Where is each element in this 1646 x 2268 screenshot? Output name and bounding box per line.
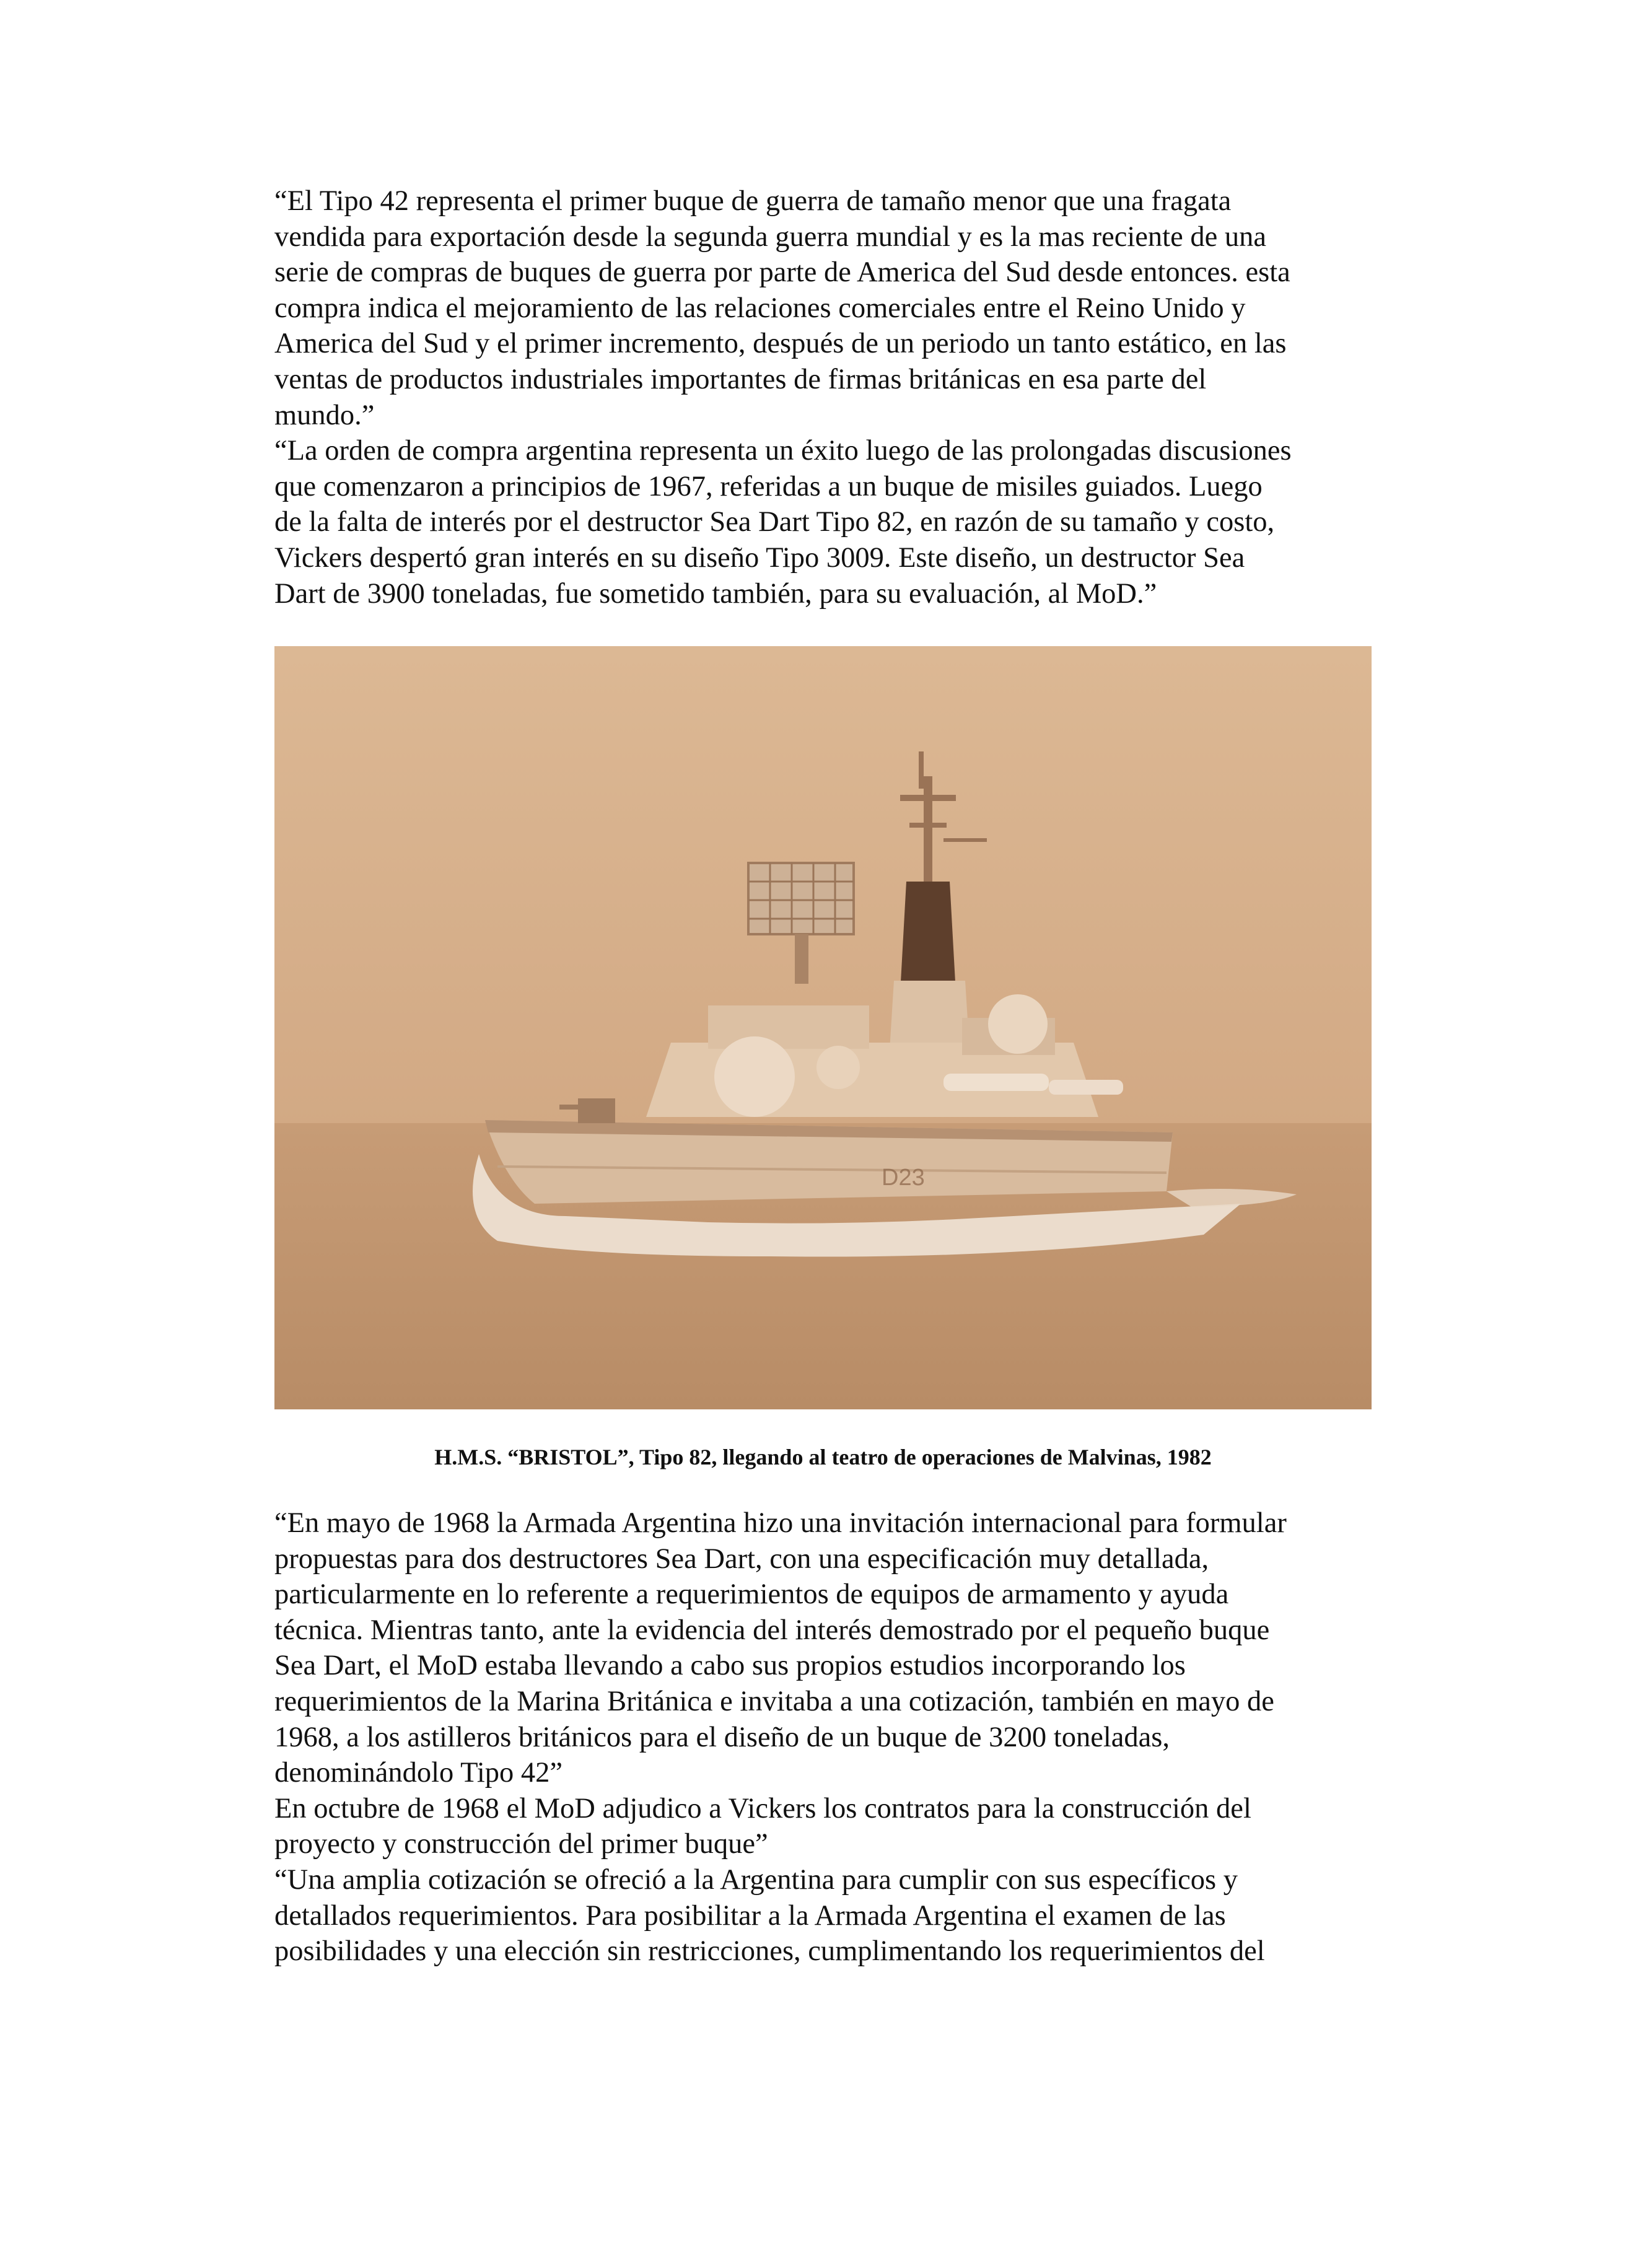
ship-illustration	[274, 646, 1372, 1409]
text-line: propuestas para dos destructores Sea Dart, con una especificación muy detallada,	[274, 1543, 1209, 1575]
text-line: “En mayo de 1968 la Armada Argentina hizo una invitación internacional para formular	[274, 1507, 1287, 1539]
text-line: serie de compras de buques de guerra por parte de America del Sud desde entonces. esta	[274, 256, 1290, 289]
body-text-top	[274, 183, 1390, 611]
text-line: mundo.”	[274, 399, 375, 431]
text-line: ventas de productos industriales importantes de firmas británicas en esa parte del	[274, 363, 1207, 395]
text-line: Vickers despertó gran interés en su diseño Tipo 3009. Este diseño, un destructor Sea	[274, 541, 1245, 574]
text-line: posibilidades y una elección sin restricciones, cumplimentando los requerimientos del	[274, 1935, 1265, 1968]
hull-number: D23	[882, 1165, 925, 1191]
radar-dome	[714, 1036, 795, 1117]
text-line: “La orden de compra argentina representa un éxito luego de las prolongadas discusiones	[274, 435, 1292, 467]
text-line: 1968, a los astilleros británicos para el diseño de un buque de 3200 toneladas,	[274, 1721, 1170, 1753]
text-line: proyecto y construcción del primer buque”	[274, 1828, 768, 1860]
text-line: vendida para exportación desde la segunda guerra mundial y es la mas reciente de una	[274, 221, 1267, 253]
text-line: requerimientos de la Marina Británica e invitaba a una cotización, también en mayo de	[274, 1685, 1274, 1717]
warship-photo	[274, 646, 1372, 1409]
radar-dome	[988, 994, 1048, 1054]
text-line: de la falta de interés por el destructor Sea Dart Tipo 82, en razón de su tamaño y costo,	[274, 506, 1275, 538]
body-text-bottom	[274, 1505, 1390, 1969]
text-line: Dart de 3900 toneladas, fue sometido también, para su evaluación, al MoD.”	[274, 577, 1157, 610]
photo-caption: H.M.S. “BRISTOL”, Tipo 82, llegando al teatro de operaciones de Malvinas, 1982	[434, 1445, 1212, 1469]
text-line: particularmente en lo referente a requerimientos de equipos de armamento y ayuda	[274, 1578, 1229, 1611]
text-line: detallados requerimientos. Para posibilitar a la Armada Argentina el examen de las	[274, 1899, 1226, 1932]
text-line: técnica. Mientras tanto, ante la evidencia del interés demostrado por el pequeño buque	[274, 1614, 1270, 1646]
ship-tower	[900, 882, 956, 993]
text-line: “Una amplia cotización se ofreció a la Argentina para cumplir con sus específicos y	[274, 1863, 1238, 1896]
text-line: Sea Dart, el MoD estaba llevando a cabo sus propios estudios incorporando los	[274, 1650, 1186, 1682]
text-line: America del Sud y el primer incremento, después de un periodo un tanto estático, en las	[274, 328, 1287, 360]
text-line: que comenzaron a principios de 1967, referidas a un buque de misiles guiados. Luego	[274, 470, 1263, 502]
text-line: denominándolo Tipo 42”	[274, 1757, 563, 1789]
text-line: En octubre de 1968 el MoD adjudico a Vickers los contratos para la construcción del	[274, 1792, 1251, 1824]
text-line: compra indica el mejoramiento de las relaciones comerciales entre el Reino Unido y	[274, 292, 1246, 324]
text-line: “El Tipo 42 representa el primer buque de guerra de tamaño menor que una fragata	[274, 185, 1232, 217]
